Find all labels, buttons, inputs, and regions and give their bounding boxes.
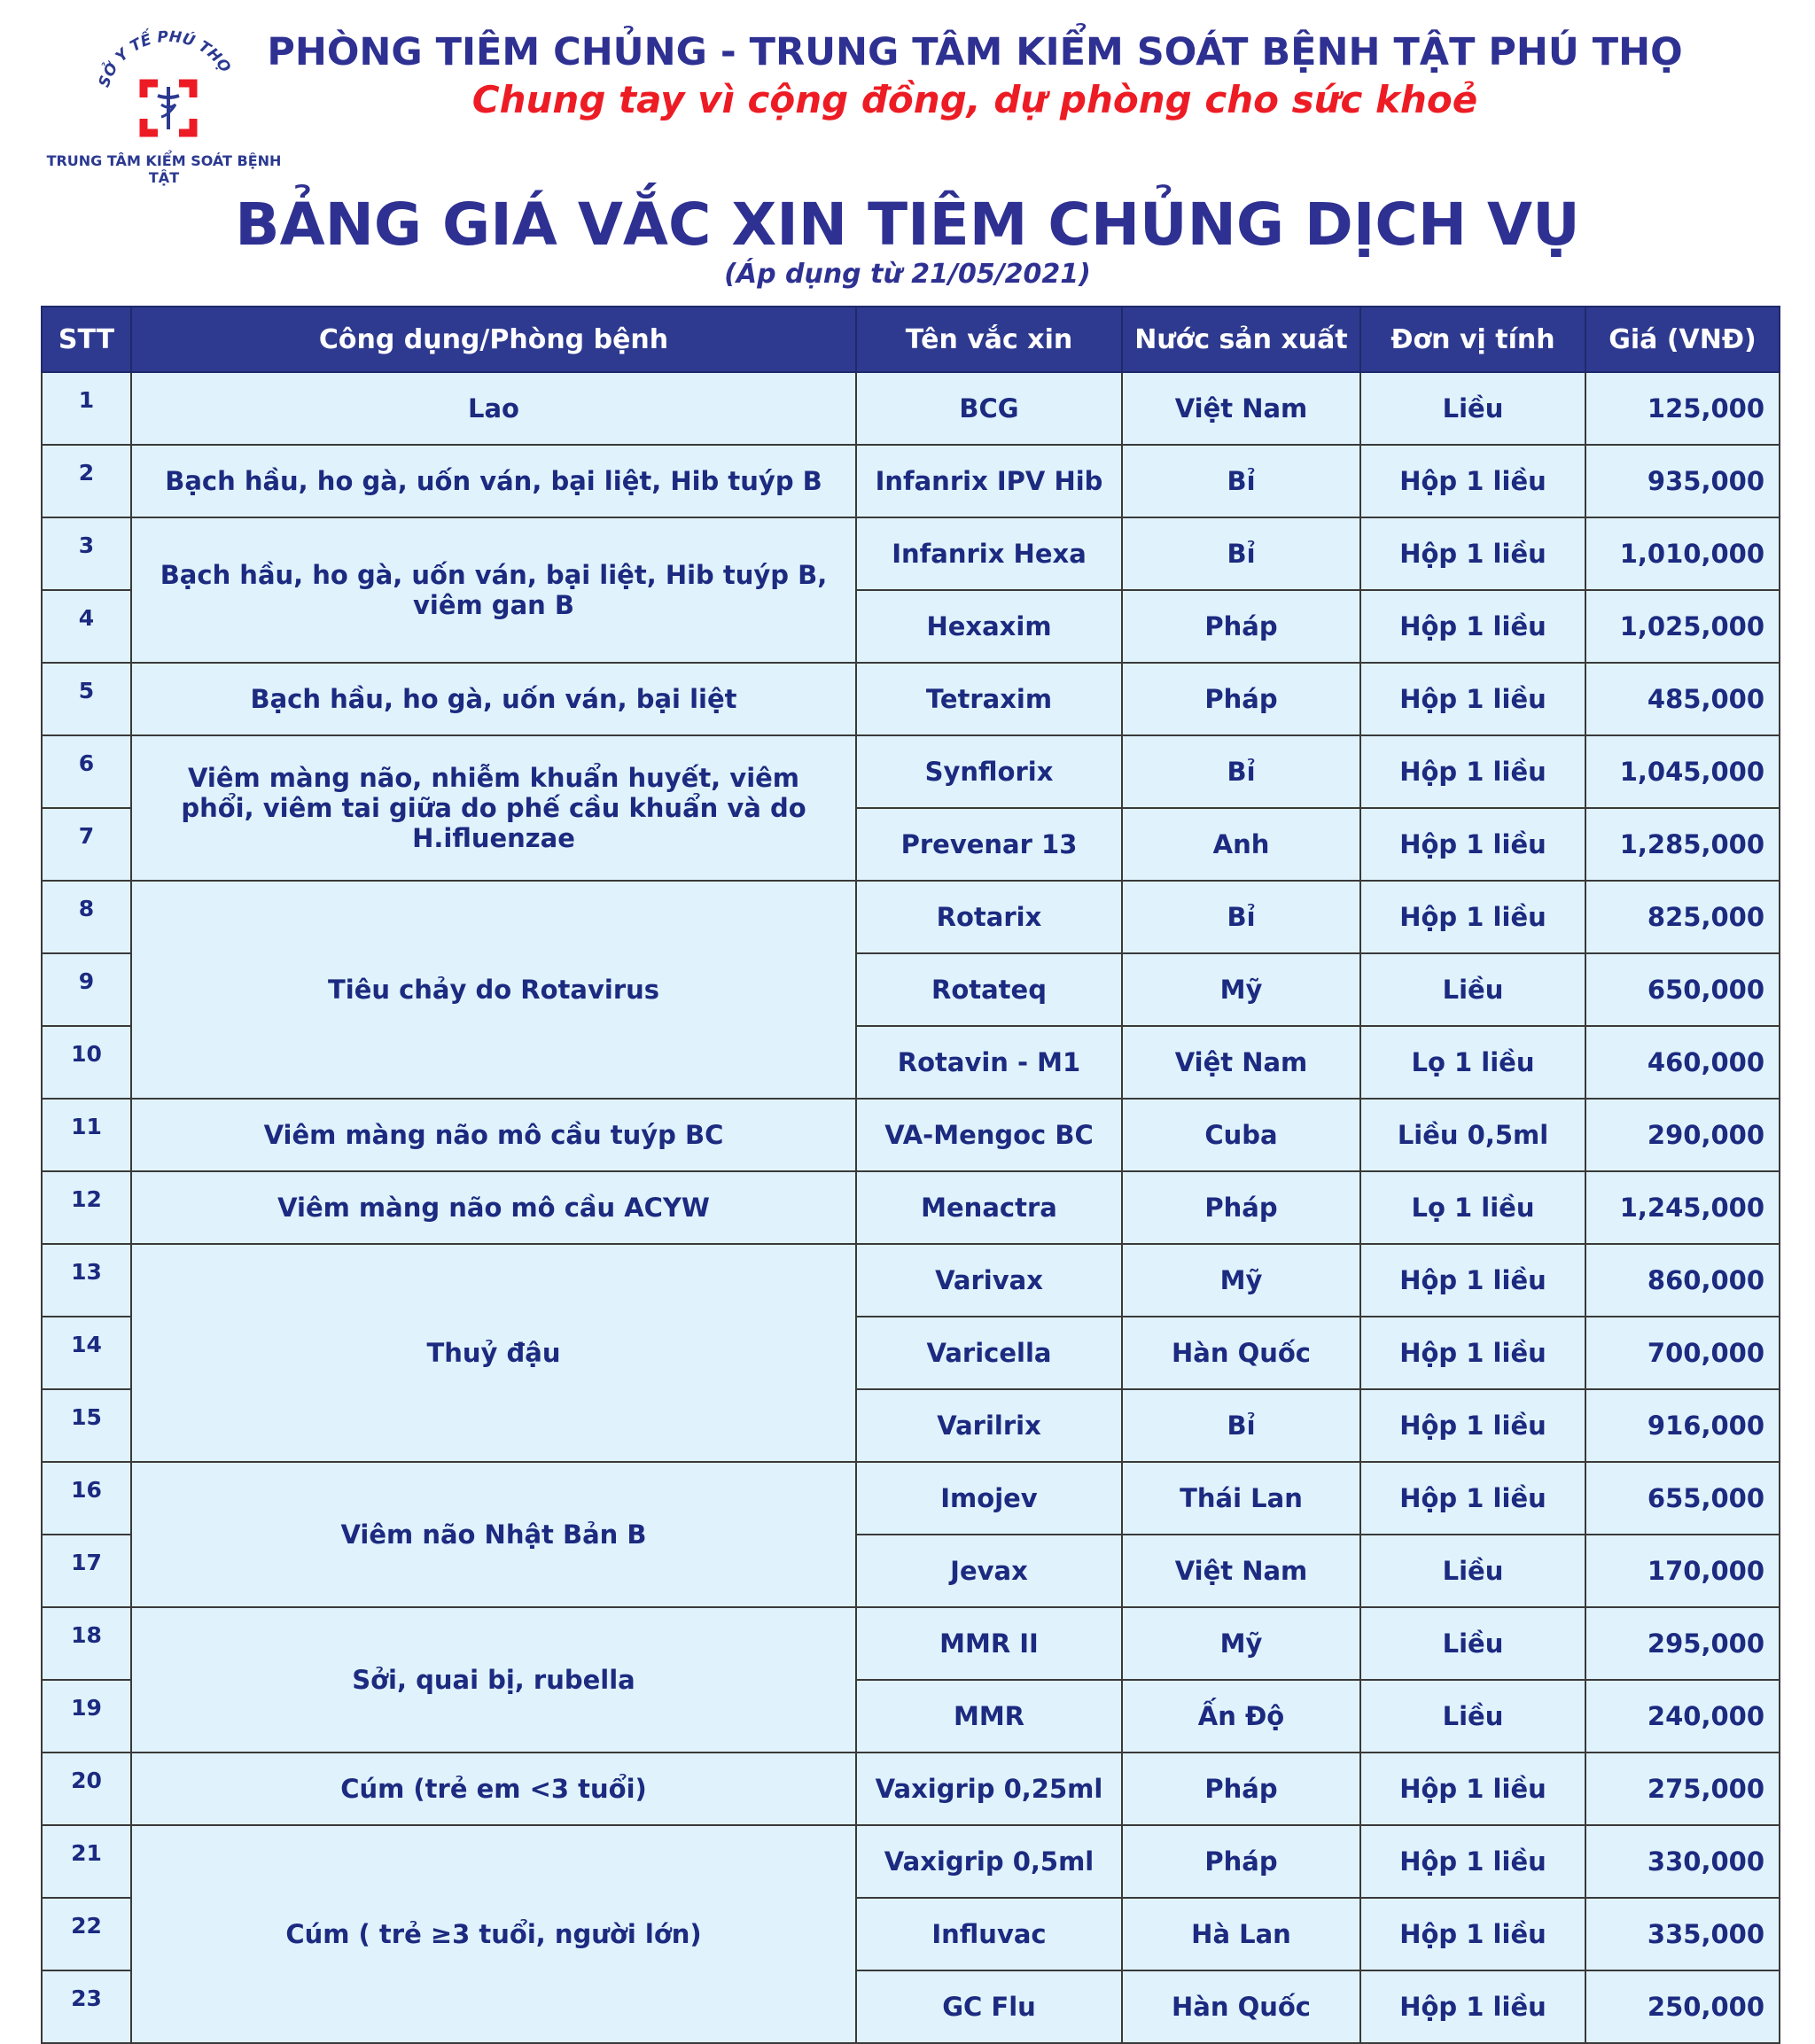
vaccine-name-cell: Rotarix: [856, 881, 1122, 953]
vaccine-name-cell: Menactra: [856, 1171, 1122, 1244]
country-cell: Cuba: [1122, 1099, 1360, 1171]
unit-cell: Hộp 1 liều: [1360, 1317, 1585, 1389]
use-cell: Bạch hầu, ho gà, uốn ván, bại liệt: [131, 663, 856, 735]
use-cell: Viêm não Nhật Bản B: [131, 1462, 856, 1607]
price-cell: 335,000: [1585, 1898, 1780, 1970]
country-cell: Pháp: [1122, 1825, 1360, 1898]
vaccine-name-cell: Infanrix Hexa: [856, 517, 1122, 590]
price-cell: 860,000: [1585, 1244, 1780, 1317]
health-department-emblem-icon: [80, 19, 248, 152]
use-cell: Tiêu chảy do Rotavirus: [131, 881, 856, 1099]
use-cell: Sởi, quai bị, rubella: [131, 1607, 856, 1753]
header-vaccine-name: Tên vắc xin: [856, 307, 1122, 372]
price-cell: 916,000: [1585, 1389, 1780, 1462]
vaccine-price-table: [41, 306, 1780, 2044]
vaccine-name-cell: Varicella: [856, 1317, 1122, 1389]
vaccine-name-cell: Varilrix: [856, 1389, 1122, 1462]
country-cell: Hàn Quốc: [1122, 1970, 1360, 2043]
price-cell: 825,000: [1585, 881, 1780, 953]
unit-cell: Liều: [1360, 1680, 1585, 1753]
unit-cell: Hộp 1 liều: [1360, 517, 1585, 590]
price-cell: 275,000: [1585, 1753, 1780, 1825]
effective-date-subtitle: (Áp dụng từ 21/05/2021): [724, 259, 1091, 290]
country-cell: Pháp: [1122, 590, 1360, 663]
country-cell: Mỹ: [1122, 1244, 1360, 1317]
vaccine-name-cell: BCG: [856, 372, 1122, 445]
vaccine-name-cell: Rotavin - M1: [856, 1026, 1122, 1099]
table-row: [42, 517, 1780, 590]
price-cell: 1,245,000: [1585, 1171, 1780, 1244]
stt-cell: 2: [42, 445, 131, 517]
stt-cell: 20: [42, 1753, 131, 1825]
use-cell: Viêm màng não mô cầu ACYW: [131, 1171, 856, 1244]
vaccine-name-cell: Infanrix IPV Hib: [856, 445, 1122, 517]
stt-cell: 21: [42, 1825, 131, 1898]
logo-arc-text: SỞ Y TẾ PHÚ THỌ: [95, 27, 234, 90]
price-cell: 170,000: [1585, 1535, 1780, 1607]
organization-title: PHÒNG TIÊM CHỦNG - TRUNG TÂM KIỂM SOÁT BỆNH TẬT PHÚ THỌ: [267, 30, 1683, 74]
table-row: [42, 1171, 1780, 1244]
table-header-row: [42, 307, 1780, 372]
country-cell: Hà Lan: [1122, 1898, 1360, 1970]
country-cell: Hàn Quốc: [1122, 1317, 1360, 1389]
unit-cell: Hộp 1 liều: [1360, 1244, 1585, 1317]
price-cell: 700,000: [1585, 1317, 1780, 1389]
country-cell: Pháp: [1122, 1171, 1360, 1244]
stt-cell: 15: [42, 1389, 131, 1462]
logo-caption: TRUNG TÂM KIỂM SOÁT BỆNH TẬT: [46, 152, 282, 186]
vaccine-name-cell: Imojev: [856, 1462, 1122, 1535]
vaccine-name-cell: VA-Mengoc BC: [856, 1099, 1122, 1171]
country-cell: Pháp: [1122, 663, 1360, 735]
unit-cell: Hộp 1 liều: [1360, 663, 1585, 735]
vaccine-name-cell: MMR: [856, 1680, 1122, 1753]
vaccine-name-cell: Synflorix: [856, 735, 1122, 808]
vaccine-name-cell: Jevax: [856, 1535, 1122, 1607]
unit-cell: Liều: [1360, 953, 1585, 1026]
stt-cell: 6: [42, 735, 131, 808]
price-cell: 1,010,000: [1585, 517, 1780, 590]
stt-cell: 9: [42, 953, 131, 1026]
header-stt: STT: [42, 307, 131, 372]
unit-cell: Lọ 1 liều: [1360, 1026, 1585, 1099]
unit-cell: Hộp 1 liều: [1360, 808, 1585, 881]
country-cell: Bỉ: [1122, 881, 1360, 953]
table-row: [42, 445, 1780, 517]
use-cell: Viêm màng não, nhiễm khuẩn huyết, viêm phổi, viêm tai giữa do phế cầu khuẩn và do H.ifluenzae: [131, 735, 856, 881]
price-cell: 1,025,000: [1585, 590, 1780, 663]
country-cell: Bỉ: [1122, 735, 1360, 808]
stt-cell: 19: [42, 1680, 131, 1753]
price-cell: 655,000: [1585, 1462, 1780, 1535]
vaccine-name-cell: Tetraxim: [856, 663, 1122, 735]
vaccine-name-cell: Vaxigrip 0,5ml: [856, 1825, 1122, 1898]
table-row: [42, 1607, 1780, 1680]
price-cell: 650,000: [1585, 953, 1780, 1026]
country-cell: Bỉ: [1122, 517, 1360, 590]
stt-cell: 10: [42, 1026, 131, 1099]
table-row: [42, 1753, 1780, 1825]
slogan: Chung tay vì cộng đồng, dự phòng cho sức khoẻ: [471, 78, 1478, 121]
unit-cell: Hộp 1 liều: [1360, 881, 1585, 953]
unit-cell: Hộp 1 liều: [1360, 1462, 1585, 1535]
unit-cell: Liều 0,5ml: [1360, 1099, 1585, 1171]
country-cell: Mỹ: [1122, 953, 1360, 1026]
price-cell: 290,000: [1585, 1099, 1780, 1171]
table-row: [42, 1244, 1780, 1317]
vaccine-name-cell: Vaxigrip 0,25ml: [856, 1753, 1122, 1825]
country-cell: Mỹ: [1122, 1607, 1360, 1680]
stt-cell: 12: [42, 1171, 131, 1244]
header-country: Nước sản xuất: [1122, 307, 1360, 372]
unit-cell: Hộp 1 liều: [1360, 1825, 1585, 1898]
stt-cell: 14: [42, 1317, 131, 1389]
stt-cell: 5: [42, 663, 131, 735]
header-price: Giá (VNĐ): [1585, 307, 1780, 372]
use-cell: Thuỷ đậu: [131, 1244, 856, 1462]
logo: [35, 19, 292, 186]
use-cell: Lao: [131, 372, 856, 445]
use-cell: Cúm ( trẻ ≥3 tuổi, người lớn): [131, 1825, 856, 2043]
use-cell: Bạch hầu, ho gà, uốn ván, bại liệt, Hib tuýp B: [131, 445, 856, 517]
table-row: [42, 663, 1780, 735]
table-row: [42, 1825, 1780, 1898]
unit-cell: Hộp 1 liều: [1360, 735, 1585, 808]
stt-cell: 8: [42, 881, 131, 953]
unit-cell: Liều: [1360, 1607, 1585, 1680]
stt-cell: 1: [42, 372, 131, 445]
country-cell: Bỉ: [1122, 445, 1360, 517]
vaccine-name-cell: GC Flu: [856, 1970, 1122, 2043]
unit-cell: Hộp 1 liều: [1360, 445, 1585, 517]
table-row: [42, 881, 1780, 953]
country-cell: Việt Nam: [1122, 1535, 1360, 1607]
table-row: [42, 1462, 1780, 1535]
vaccine-name-cell: Rotateq: [856, 953, 1122, 1026]
price-cell: 125,000: [1585, 372, 1780, 445]
page-title: BẢNG GIÁ VẮC XIN TIÊM CHỦNG DỊCH VỤ: [235, 190, 1580, 259]
price-cell: 935,000: [1585, 445, 1780, 517]
stt-cell: 18: [42, 1607, 131, 1680]
price-cell: 1,285,000: [1585, 808, 1780, 881]
country-cell: Thái Lan: [1122, 1462, 1360, 1535]
stt-cell: 22: [42, 1898, 131, 1970]
unit-cell: Hộp 1 liều: [1360, 1970, 1585, 2043]
price-cell: 240,000: [1585, 1680, 1780, 1753]
unit-cell: Hộp 1 liều: [1360, 1753, 1585, 1825]
unit-cell: Liều: [1360, 1535, 1585, 1607]
country-cell: Anh: [1122, 808, 1360, 881]
table-row: [42, 1099, 1780, 1171]
country-cell: Việt Nam: [1122, 372, 1360, 445]
stt-cell: 13: [42, 1244, 131, 1317]
header-use: Công dụng/Phòng bệnh: [131, 307, 856, 372]
use-cell: Viêm màng não mô cầu tuýp BC: [131, 1099, 856, 1171]
table-row: [42, 735, 1780, 808]
stt-cell: 11: [42, 1099, 131, 1171]
vaccine-name-cell: Prevenar 13: [856, 808, 1122, 881]
header-unit: Đơn vị tính: [1360, 307, 1585, 372]
unit-cell: Liều: [1360, 372, 1585, 445]
stt-cell: 4: [42, 590, 131, 663]
price-cell: 485,000: [1585, 663, 1780, 735]
stt-cell: 17: [42, 1535, 131, 1607]
stt-cell: 23: [42, 1970, 131, 2043]
country-cell: Ấn Độ: [1122, 1680, 1360, 1753]
country-cell: Pháp: [1122, 1753, 1360, 1825]
stt-cell: 7: [42, 808, 131, 881]
price-cell: 460,000: [1585, 1026, 1780, 1099]
price-cell: 250,000: [1585, 1970, 1780, 2043]
unit-cell: Lọ 1 liều: [1360, 1171, 1585, 1244]
country-cell: Việt Nam: [1122, 1026, 1360, 1099]
vaccine-name-cell: Influvac: [856, 1898, 1122, 1970]
price-cell: 295,000: [1585, 1607, 1780, 1680]
vaccine-name-cell: Varivax: [856, 1244, 1122, 1317]
table-row: [42, 372, 1780, 445]
unit-cell: Hộp 1 liều: [1360, 1898, 1585, 1970]
vaccine-name-cell: Hexaxim: [856, 590, 1122, 663]
unit-cell: Hộp 1 liều: [1360, 1389, 1585, 1462]
price-cell: 1,045,000: [1585, 735, 1780, 808]
unit-cell: Hộp 1 liều: [1360, 590, 1585, 663]
use-cell: Cúm (trẻ em <3 tuổi): [131, 1753, 856, 1825]
vaccine-name-cell: MMR II: [856, 1607, 1122, 1680]
price-cell: 330,000: [1585, 1825, 1780, 1898]
country-cell: Bỉ: [1122, 1389, 1360, 1462]
stt-cell: 3: [42, 517, 131, 590]
use-cell: Bạch hầu, ho gà, uốn ván, bại liệt, Hib tuýp B, viêm gan B: [131, 517, 856, 663]
stt-cell: 16: [42, 1462, 131, 1535]
